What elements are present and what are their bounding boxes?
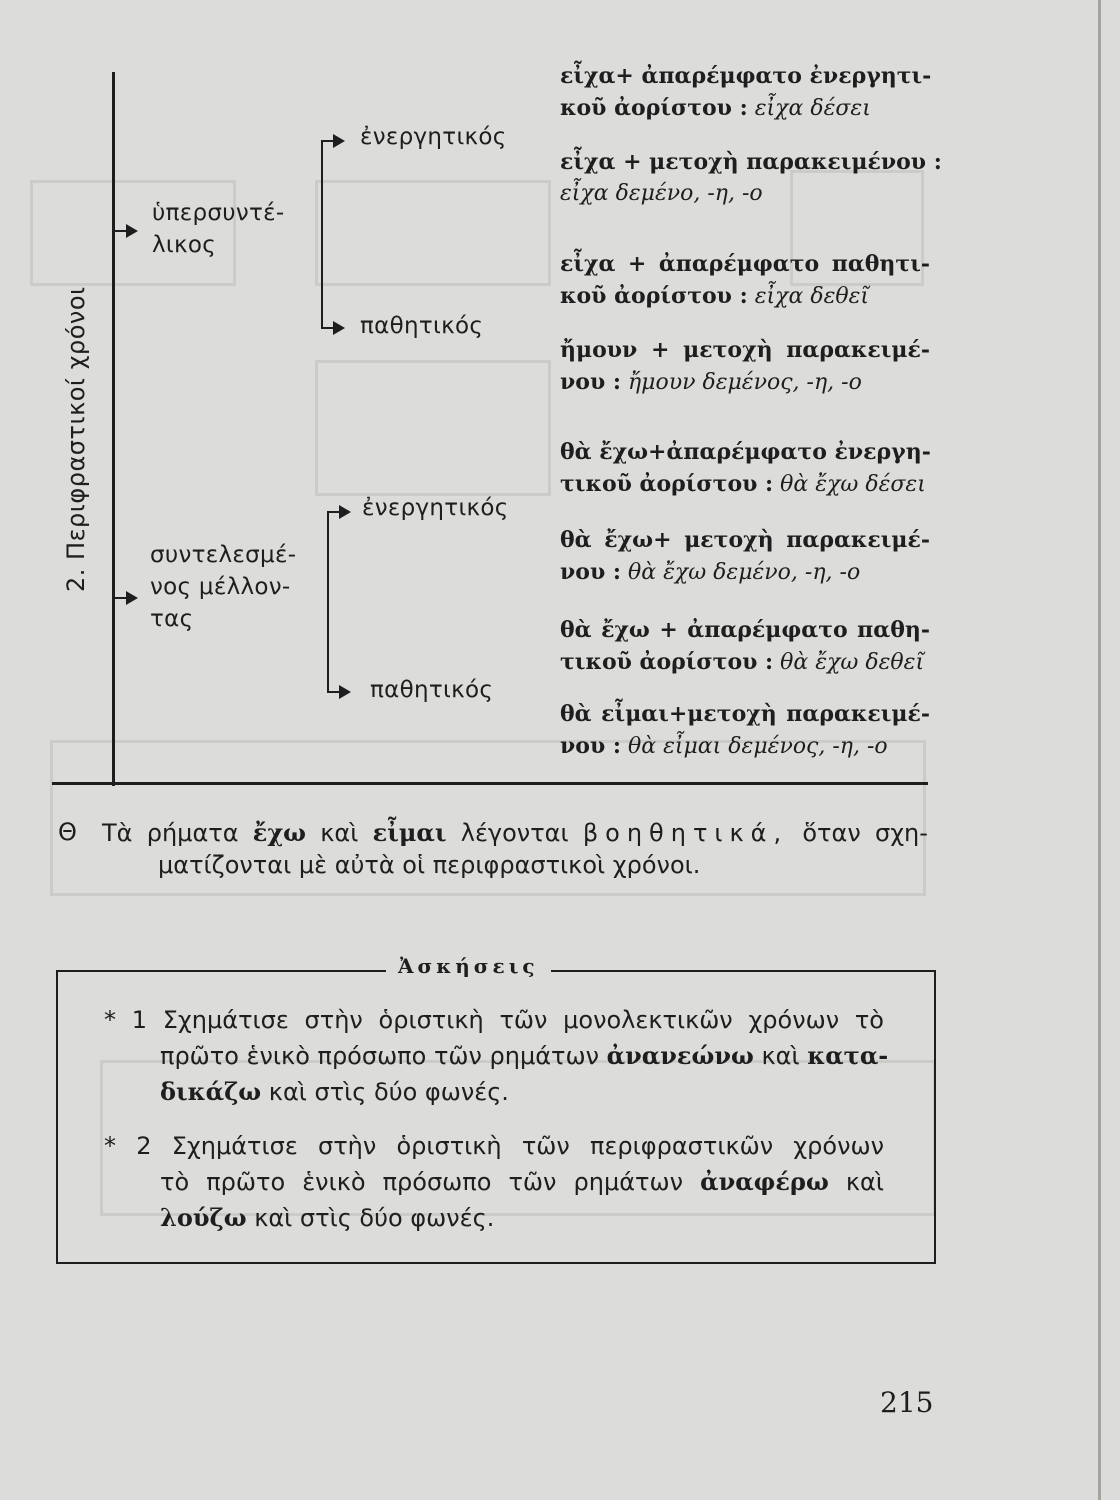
tense-name: τας — [150, 606, 194, 632]
arrow-right-icon — [339, 505, 351, 519]
exercise-line: τὸ πρῶτο ἑνικὸ πρόσωπο τῶν ρημάτων ἀναφέρω καὶ — [160, 1167, 884, 1196]
exercise-item — [104, 1128, 884, 1236]
formula: ἤμουν + μετοχὴ παρακειμέ- νου : ἤμουν δεμένος, -η, -ο — [560, 337, 930, 395]
exercise-line: δικάζω καὶ στὶς δύο φωνές. — [160, 1077, 509, 1106]
formula: εἶχα + ἀπαρέμφατο παθητι- κοῦ ἀορίστου : εἶχα δεθεῖ — [560, 251, 930, 309]
exercise-item — [104, 1002, 889, 1110]
formula: θὰ ἔχω+ἀπαρέμφατο ἐνεργη- τικοῦ ἀορίστου : θὰ ἔχω δέσει — [560, 439, 931, 497]
voice-label: παθητικός — [370, 677, 494, 703]
exercise-line: λούζω καὶ στὶς δύο φωνές. — [160, 1203, 495, 1232]
branch-line — [327, 511, 329, 692]
branch-line — [321, 140, 323, 328]
exercises-title: Ἀσκήσεις — [386, 954, 551, 978]
formula: θὰ ἔχω + ἀπαρέμφατο παθη- τικοῦ ἀορίστου : θὰ ἔχω δεθεῖ — [560, 617, 930, 675]
page-edge — [1098, 0, 1101, 1500]
section-rule — [52, 782, 928, 785]
formula: θὰ ἔχω+ μετοχὴ παρακειμέ- νου : θὰ ἔχω δεμένο, -η, -ο — [560, 527, 930, 585]
arrow-right-icon — [333, 321, 345, 335]
tense-name: ὑπερσυντέ- — [152, 200, 285, 226]
formula: θὰ εἶμαι+μετοχὴ παρακειμέ- νου : θὰ εἶμαι δεμένος, -η, -ο — [560, 701, 930, 759]
tense-name: νος μέλλον- — [150, 574, 291, 600]
exercise-line: * 1 Σχημάτισε στὴν ὁριστικὴ τῶν μονολεκτικῶν χρόνων τὸ — [104, 1006, 884, 1034]
note-line: ματίζονται μὲ αὐτὰ οἱ περιφραστικοὶ χρόνοι. — [158, 851, 701, 879]
tense-name: λικος — [152, 232, 217, 258]
exercise-line: πρῶτο ἑνικὸ πρόσωπο τῶν ρημάτων ἀνανεώνω καὶ κατα- — [160, 1041, 889, 1070]
show-through-box — [315, 180, 551, 286]
exercise-line: * 2 Σχημάτισε στὴν ὁριστικὴ τῶν περιφραστικῶν χρόνων — [104, 1132, 885, 1160]
arrow-right-icon — [339, 685, 351, 699]
voice-label: παθητικός — [360, 313, 484, 339]
section-label: 2. Περιφραστικοί χρόνοι — [62, 286, 90, 592]
arrow-right-icon — [333, 134, 345, 148]
note-symbol: Θ — [58, 818, 77, 846]
formula: εἶχα + μετοχὴ παρακειμένου : εἶχα δεμένο, -η, -ο — [560, 149, 942, 206]
tense-name: συντελεσμέ- — [150, 542, 297, 568]
main-vertical-line — [112, 72, 115, 786]
page-number: 215 — [880, 1386, 934, 1419]
voice-label: ἐνεργητικός — [360, 124, 507, 150]
arrow-right-icon — [126, 591, 138, 605]
show-through-box — [315, 360, 551, 496]
note-line: Τὰ ρήματα ἔχω καὶ εἶμαι λέγονται βοηθητικά, ὅταν σχη- — [102, 818, 928, 847]
formula: εἶχα+ ἀπαρέμφατο ἐνεργητι- κοῦ ἀορίστου : εἶχα δέσει — [560, 63, 932, 121]
arrow-right-icon — [126, 224, 138, 238]
voice-label: ἐνεργητικός — [362, 495, 509, 521]
